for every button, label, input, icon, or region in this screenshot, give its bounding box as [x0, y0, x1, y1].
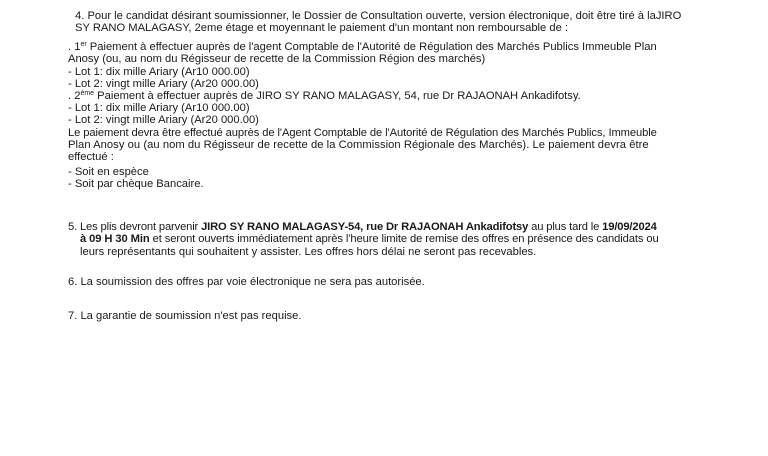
payment-option-cheque: - Soit par chèque Bancaire. [68, 178, 204, 190]
item-6: 6. La soumission des offres par voie électronique ne sera pas autorisée. [68, 276, 425, 288]
payment-paragraph-line-1: Le paiement devra être effectué auprès de l'Agent Comptable de l'Autorité de Régulation des Marchés Publics, Immeuble [68, 127, 657, 139]
item-5-deadline-date: 19/09/2024 [602, 221, 657, 233]
item-5-mid: au plus tard le [528, 221, 603, 233]
payment-2-text: Paiement à effectuer auprès de JIRO SY RANO MALAGASY, 54, rue Dr RAJAONAH Ankadifotsy. [94, 90, 581, 102]
payment-1-lot-2: - Lot 2: vingt mille Ariary (Ar20 000.00) [68, 78, 259, 90]
payment-1-lot-1: - Lot 1: dix mille Ariary (Ar10 000.00) [68, 66, 250, 78]
item-5-deadline-time: à 09 H 30 Min [80, 233, 150, 245]
item-7: 7. La garantie de soumission n'est pas requise. [68, 310, 302, 322]
item-4-line-1: 4. Pour le candidat désirant soumissionner, le Dossier de Consultation ouverte, version électronique, doit être tiré à laJIRO [75, 10, 682, 22]
payment-2-superscript: ème [80, 90, 95, 97]
payment-paragraph-line-3: effectué : [68, 151, 114, 163]
payment-option-cash: - Soit en espèce [68, 166, 149, 178]
item-5-address: JIRO SY RANO MALAGASY-54, rue Dr RAJAONAH Ankadifotsy [201, 221, 529, 233]
payment-1-line-2: Anosy (ou, au nom du Régisseur de recette de la Commission Région des marchés) [68, 53, 486, 65]
item-5-line-2-text: et seront ouverts immédiatement après l'heure limite de remise des offres en présence des candidats ou [149, 233, 659, 245]
item-5-line-2 [80, 233, 659, 246]
item-5-line-3: leurs représentants qui souhaitent y assister. Les offres hors délai ne seront pas recevables. [80, 246, 537, 258]
item-4-line-2: SY RANO MALAGASY, 2eme étage et moyennant le paiement d'un montant non remboursable de : [75, 22, 569, 34]
payment-2-heading [68, 90, 581, 103]
item-5-prefix: 5. Les plis devront parvenir [68, 221, 202, 233]
payment-2-lot-1: - Lot 1: dix mille Ariary (Ar10 000.00) [68, 102, 250, 114]
payment-2-prefix: . 2 [68, 90, 81, 102]
payment-1-heading [68, 41, 657, 54]
item-5-line-1 [68, 221, 657, 234]
payment-1-superscript: er [80, 41, 87, 48]
payment-1-prefix: . 1 [68, 41, 81, 53]
payment-1-text: Paiement à effectuer auprès de l'agent Comptable de l'Autorité de Régulation des Marchés Publics Immeuble Plan [86, 41, 657, 53]
payment-2-lot-2: - Lot 2: vingt mille Ariary (Ar20 000.00) [68, 114, 259, 126]
payment-paragraph-line-2: Plan Anosy ou (au nom du Régisseur de recette de la Commission Régionale des Marchés). Le paiement devra être [68, 139, 649, 151]
